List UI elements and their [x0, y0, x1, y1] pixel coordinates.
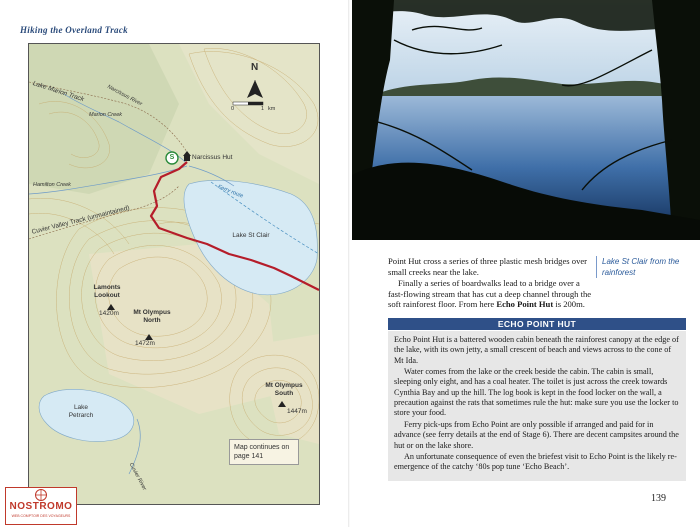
map-label-marion-creek: Marion Creek [89, 112, 123, 118]
globe-icon [6, 488, 76, 502]
north-label: N [251, 62, 259, 73]
box-paragraph-3: Ferry pick-ups from Echo Point are only possible if arranged and paid for in advance (see ferry details at the end of Stage 6). There are decent campsites around the hut or on the lake shore. [394, 420, 679, 450]
map-label-lamonts-height: 1420m [99, 310, 119, 317]
box-paragraph-1: Echo Point Hut is a battered wooden cabin beneath the rainforest canopy at the edge of the lake, with its own jetty, a small crescent of beach and views across to the cone of Mt Ida. [394, 335, 679, 365]
map-label-mt-olympus-north-height: 1472m [135, 340, 155, 347]
map-continuation-note: Map continues on page 141 [229, 439, 299, 465]
scale-bar [233, 102, 263, 105]
scale-end-label: 1 [261, 106, 265, 112]
running-head: Hiking the Overland Track [20, 25, 128, 35]
box-paragraph-4: An unfortunate consequence of even the briefest visit to Echo Point is the likely re-emergence of the catchy ‘80s pop tune ‘Echo Beach’. [394, 452, 677, 472]
scale-start-label: 0 [231, 106, 235, 112]
map-label-hamilton-creek: Hamilton Creek [33, 182, 71, 188]
map-label-cuvier-valley-track: Cuvier Valley Track (unmaintained) [31, 204, 131, 236]
map-label-narcissus-river: Narcissus River [106, 84, 144, 108]
body-paragraph-2-text: Finally a series of boardwalks lead to a bridge over a fast-flowing stream that has cut a deep channel through the soft rainforest floor. From here [388, 278, 592, 310]
map-label-lake-petrarch: Lake Petrarch [68, 404, 94, 419]
map-label-narcissus-hut: Narcissus Hut [192, 154, 233, 161]
lake-photo-graphic [352, 0, 700, 240]
start-marker-label: S [169, 154, 175, 161]
body-paragraph-2 [388, 278, 592, 310]
logo-tagline: WEB COMPTOIR DES VOYAGEURS [11, 514, 71, 518]
photo-caption: Lake St Clair from the rainforest [596, 256, 700, 278]
route-map [28, 43, 320, 505]
map-graphic [29, 44, 319, 504]
map-label-mt-olympus-south-height: 1447m [287, 408, 307, 415]
lake-photo [352, 0, 700, 240]
body-paragraph-1: Point Hut cross a series of three plastic mesh bridges over small creeks near the lake. [388, 256, 588, 277]
echo-point-hut-heading: ECHO POINT HUT [388, 318, 686, 330]
map-label-mt-olympus-south: Mt Olympus South [265, 382, 303, 397]
map-label-mt-olympus-north: Mt Olympus North [133, 309, 171, 324]
echo-point-hut-bold: Echo Point Hut [496, 299, 554, 310]
logo-name: NOSTROMO [9, 501, 73, 512]
map-label-cuvier-river: Cuvier River [127, 462, 148, 492]
echo-point-hut-box [388, 331, 686, 481]
box-paragraph-2: Water comes from the lake or the creek beside the cabin. The cabin is small, sleeping only eight, and has a coal heater. The toilet is just across the creek towards Cynthia Bay and up the hill. The log book is kept in the food locker on the wall, a precaution against the rats that sometimes rule the hut: make sure you use the locker to store your food. [394, 367, 679, 418]
map-label-lake-st-clair: Lake St Clair [232, 232, 270, 239]
page-number: 139 [651, 493, 666, 504]
map-label-lake-marion-track: Lake Marion Track [31, 80, 85, 104]
nostromo-logo [5, 487, 77, 525]
map-label-ferry-route: Ferry route [216, 184, 244, 200]
scale-unit-label: km [268, 106, 276, 112]
right-page [350, 0, 700, 527]
map-label-lamonts-lookout: Lamonts Lookout [93, 284, 121, 299]
body-paragraph-2-end: is 200m. [553, 299, 585, 310]
